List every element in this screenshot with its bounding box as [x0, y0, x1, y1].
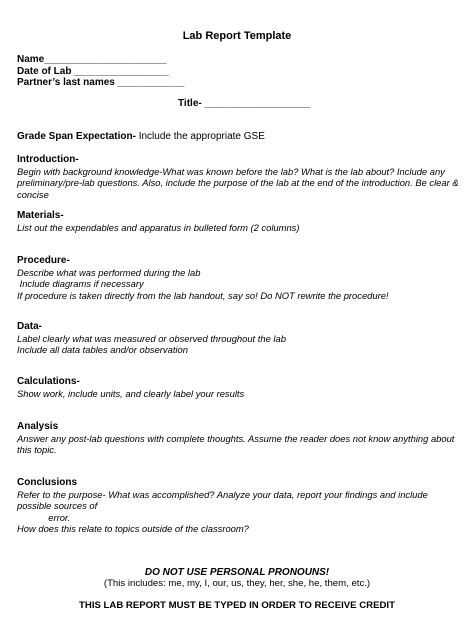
- section-procedure: [17, 255, 462, 301]
- materials-body: List out the expendables and apparatus in bulleted form (2 columns): [17, 221, 300, 233]
- section-introduction: [17, 154, 462, 200]
- calculations-heading: Calculations-: [17, 376, 80, 387]
- procedure-line: Describe what was performed during the lab: [17, 266, 201, 278]
- materials-heading: Materials-: [17, 210, 64, 221]
- section-materials: [17, 210, 462, 233]
- conclusions-heading: Conclusions: [17, 477, 78, 488]
- section-calculations: [17, 376, 462, 399]
- conclusions-line: error.: [17, 511, 71, 523]
- pronoun-list: (This includes: me, my, I, our, us, they, her, she, he, them, etc.): [103, 578, 371, 589]
- procedure-line: Include diagrams if necessary: [17, 278, 144, 290]
- name-field: Name______________________: [17, 54, 167, 65]
- data-heading: Data-: [17, 321, 43, 332]
- credit-notice: THIS LAB REPORT MUST BE TYPED IN ORDER TO RECEIVE CREDIT: [79, 600, 395, 611]
- gse-line: [17, 131, 265, 142]
- conclusions-line: How does this relate to topics outside of the classroom?: [17, 523, 249, 535]
- gse-text: Include the appropriate GSE: [135, 131, 265, 142]
- calculations-body: Show work, include units, and clearly label your results: [17, 387, 245, 399]
- procedure-line: If procedure is taken directly from the lab handout, say so! Do NOT rewrite the procedure!: [17, 289, 389, 301]
- conclusions-line: Refer to the purpose- What was accomplished? Analyze your data, report your findings and include possible sources of: [17, 488, 431, 512]
- section-conclusions: [17, 477, 462, 535]
- analysis-heading: Analysis: [17, 421, 59, 432]
- introduction-heading: Introduction-: [17, 154, 79, 165]
- data-line: Label clearly what was measured or observed throughout the lab: [17, 332, 286, 344]
- report-title-field: Title- ___________________: [178, 98, 311, 109]
- introduction-body: Begin with background knowledge-What was known before the lab? What is the lab about? Include any preliminary/pre-lab questions. Also, include the purpose of the lab at the end of the introduction. Be clear & concise: [17, 165, 459, 200]
- procedure-heading: Procedure-: [17, 255, 70, 266]
- section-data: [17, 321, 462, 356]
- data-line: Include all data tables and/or observation: [17, 344, 188, 356]
- header-fields: [17, 54, 184, 89]
- date-field: Date of Lab _________________: [17, 65, 169, 77]
- analysis-body: Answer any post-lab questions with complete thoughts. Assume the reader does not know anything about this topic.: [17, 432, 455, 456]
- gse-label: Grade Span Expectation-: [17, 131, 136, 142]
- section-analysis: [17, 421, 462, 456]
- document-title: Lab Report Template: [182, 30, 292, 42]
- partners-field: Partner’s last names ____________: [17, 77, 185, 88]
- pronoun-warning: DO NOT USE PERSONAL PRONOUNS!: [144, 567, 330, 578]
